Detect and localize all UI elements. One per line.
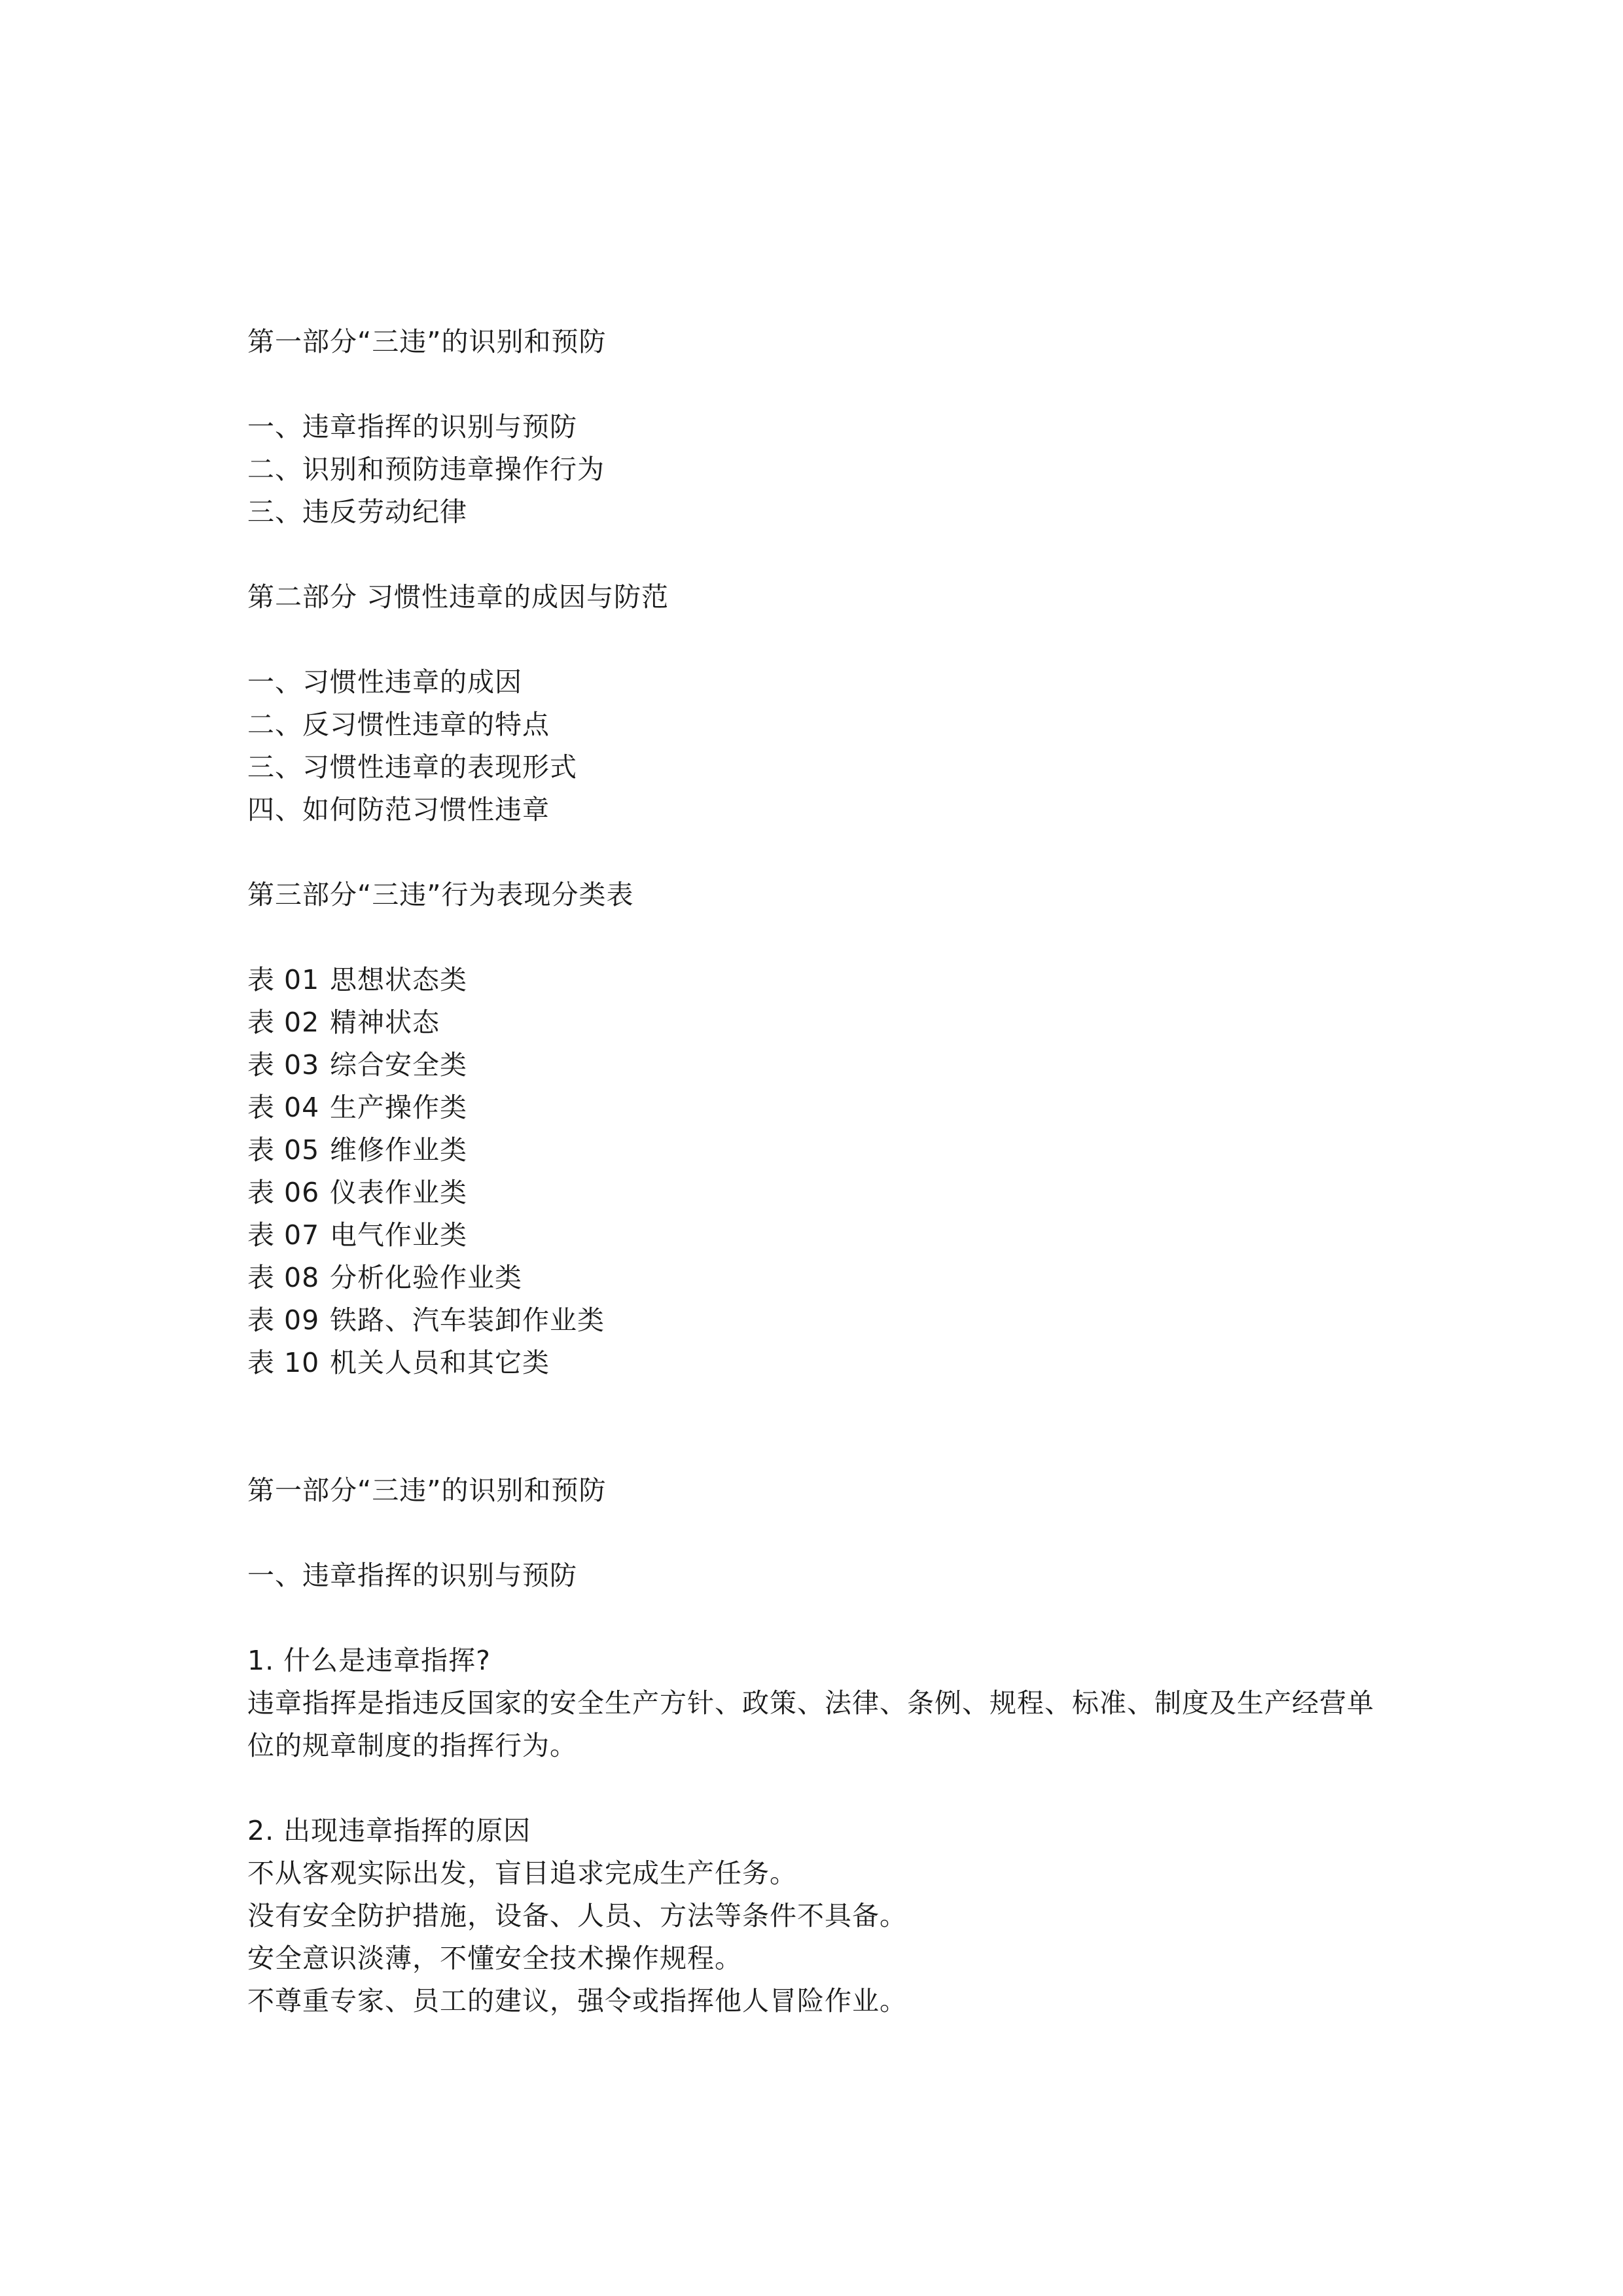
table-name: 生产操作类: [330, 1092, 467, 1123]
table-number: 表 10: [247, 1347, 320, 1378]
table-number: 表 05: [247, 1134, 320, 1166]
table-name: 仪表作业类: [330, 1177, 467, 1208]
reason-item: 安全意识淡薄，不懂安全技术操作规程。: [247, 1943, 742, 1974]
toc-part1-title: 第一部分“三违”的识别和预防: [247, 326, 607, 357]
body-part1-title: 第一部分“三违”的识别和预防: [247, 1475, 607, 1506]
table-number: 表 08: [247, 1262, 320, 1293]
toc-table-entry: [247, 1342, 1399, 1384]
table-name: 精神状态: [330, 1007, 440, 1038]
toc-part2-item: 三、习惯性违章的表现形式: [247, 751, 577, 783]
table-number: 表 04: [247, 1092, 320, 1123]
toc-part2-item: 二、反习惯性违章的特点: [247, 709, 550, 740]
question-1-title: 1. 什么是违章指挥?: [247, 1645, 491, 1676]
reason-item: 没有安全防护措施，设备、人员、方法等条件不具备。: [247, 1900, 907, 1931]
toc-part2-item: 四、如何防范习惯性违章: [247, 794, 550, 825]
table-name: 思想状态类: [330, 964, 467, 996]
document-page: [247, 321, 1399, 2022]
toc-table-entry: [247, 1257, 1399, 1299]
table-name: 综合安全类: [330, 1049, 467, 1081]
toc-table-entry: [247, 1172, 1399, 1214]
toc-table-entry: [247, 1214, 1399, 1257]
reason-item: 不尊重专家、员工的建议，强令或指挥他人冒险作业。: [247, 1985, 907, 2017]
toc-part2-item: 一、习惯性违章的成因: [247, 666, 522, 698]
table-number: 表 06: [247, 1177, 320, 1208]
question-1-text: 违章指挥是指违反国家的安全生产方针、政策、法律、条例、规程、标准、制度及生产经营单位的规章制度的指挥行为。: [247, 1687, 1374, 1761]
question-2-title: 2. 出现违章指挥的原因: [247, 1815, 531, 1846]
toc-table-entry: [247, 1129, 1399, 1172]
table-number: 表 01: [247, 964, 320, 996]
reason-item: 不从客观实际出发，盲目追求完成生产任务。: [247, 1857, 797, 1889]
toc-part1-item: 二、识别和预防违章操作行为: [247, 454, 605, 485]
table-name: 分析化验作业类: [330, 1262, 522, 1293]
table-number: 表 09: [247, 1304, 320, 1336]
toc-part1-item: 一、违章指挥的识别与预防: [247, 411, 577, 442]
toc-table-entry: [247, 1001, 1399, 1044]
toc-table-entry: [247, 1044, 1399, 1086]
toc-part3-title: 第三部分“三违”行为表现分类表: [247, 879, 634, 910]
toc-part1-item: 三、违反劳动纪律: [247, 496, 467, 528]
table-number: 表 07: [247, 1219, 320, 1251]
body-section1-title: 一、违章指挥的识别与预防: [247, 1560, 577, 1591]
toc-table-entry: [247, 1299, 1399, 1342]
table-number: 表 03: [247, 1049, 320, 1081]
toc-table-entry: [247, 1086, 1399, 1129]
table-number: 表 02: [247, 1007, 320, 1038]
toc-part2-title: 第二部分 习惯性违章的成因与防范: [247, 581, 669, 613]
table-name: 电气作业类: [330, 1219, 467, 1251]
table-name: 铁路、汽车装卸作业类: [330, 1304, 605, 1336]
table-name: 机关人员和其它类: [330, 1347, 550, 1378]
toc-table-entry: [247, 959, 1399, 1001]
table-name: 维修作业类: [330, 1134, 467, 1166]
